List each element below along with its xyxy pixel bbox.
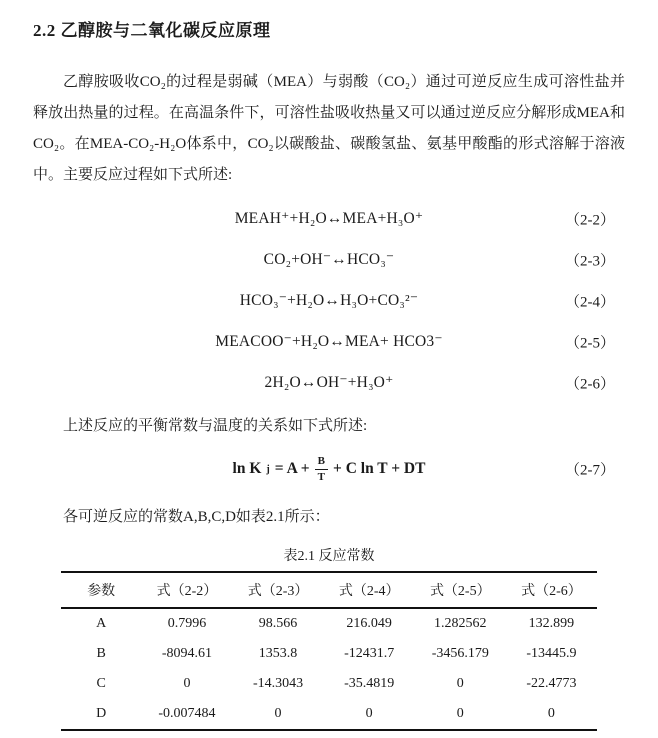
equation-number: （2-5） <box>565 335 615 351</box>
table-row-A <box>61 608 597 639</box>
table-cell: -35.4819 <box>344 676 395 691</box>
formula-tail: + C ln T + DT <box>332 460 426 477</box>
equation-expression: MEAH⁺+H₂O↔MEA+H₃O⁺ <box>234 210 424 227</box>
table-cell: 1.282562 <box>434 616 487 631</box>
intro-paragraph: 乙醇胺吸收CO₂的过程是弱碱（MEA）与弱酸（CO₂）通过可逆反应生成可溶性盐并释放出热量的过程。在高温条件下，可溶性盐吸收热量又可以通过逆反应分解形成MEA和CO₂。在MEA-CO₂-H₂O体系中，CO₂以碳酸盐、碳酸氢盐、氨基甲酸酯的形式溶解于溶液中。主要反应过程如下式所述: <box>33 74 625 183</box>
table-cell: A <box>96 616 107 631</box>
table-cell: -3456.179 <box>431 646 489 661</box>
table-cell: C <box>96 676 106 691</box>
formula-lead: ln K <box>232 460 262 477</box>
table-header-row <box>61 572 597 608</box>
table-cell: 0 <box>547 706 555 721</box>
table-cell: -8094.61 <box>161 646 213 661</box>
table-row-B <box>61 639 597 669</box>
table-cell: 216.049 <box>346 616 392 631</box>
constants-paragraph: 各可逆反应的常数A,B,C,D如表2.1所示： <box>63 509 330 525</box>
equation-row-2-6 <box>33 362 625 403</box>
fraction-numerator: B <box>315 455 328 469</box>
table-cell: 1353.8 <box>258 646 298 661</box>
equation-number: （2-7） <box>565 462 615 479</box>
equilibrium-paragraph: 上述反应的平衡常数与温度的关系如下式所述: <box>63 418 368 434</box>
table-cell: -12431.7 <box>344 646 395 661</box>
table-cell: 0 <box>183 676 191 691</box>
table-cell: -14.3043 <box>252 676 304 691</box>
equation-expression: HCO₃⁻+H₂O↔H₃O+CO₃²⁻ <box>239 292 419 309</box>
table-cell: D <box>96 706 107 721</box>
table-cell: 0 <box>456 676 464 691</box>
fraction-denominator: T <box>317 470 325 483</box>
formula-subscript: j <box>266 463 270 475</box>
formula-row-2-7 <box>33 444 625 494</box>
table-caption: 表2.1 反应常数 <box>283 549 375 564</box>
table-header-cell: 式（2-4） <box>338 584 400 599</box>
table-cell: -13445.9 <box>526 646 577 661</box>
table-cell: -0.007484 <box>158 706 216 721</box>
table-cell: 98.566 <box>258 616 298 631</box>
table-row-D <box>61 699 597 730</box>
equation-row-2-5 <box>33 321 625 362</box>
table-header-cell: 参数 <box>87 584 116 599</box>
reaction-constants-table <box>61 571 597 731</box>
table-cell: 0 <box>274 706 282 721</box>
equation-row-2-3 <box>33 239 625 280</box>
equation-expression: MEACOO⁻+H₂O↔MEA+ HCO3⁻ <box>215 333 443 350</box>
equation-number: （2-2） <box>565 212 615 228</box>
table-cell: -22.4773 <box>526 676 577 691</box>
equation-number: （2-3） <box>565 253 615 269</box>
table-header-cell: 式（2-3） <box>247 584 309 599</box>
table-cell: 0.7996 <box>167 616 207 631</box>
table-header-cell: 式（2-6） <box>521 584 582 599</box>
table-header-cell: 式（2-5） <box>429 584 491 599</box>
table-cell: 132.899 <box>528 616 575 631</box>
table-header-cell: 式（2-2） <box>156 584 218 599</box>
equation-row-2-2 <box>33 198 625 239</box>
table-cell: B <box>96 646 106 661</box>
table-row-C <box>61 669 597 699</box>
equilibrium-constant-formula <box>233 455 426 482</box>
formula-fraction <box>315 455 328 482</box>
section-heading: 2.2 乙醇胺与二氧化碳反应原理 <box>33 21 271 40</box>
equation-row-2-4 <box>33 280 625 321</box>
equation-number: （2-4） <box>565 294 615 310</box>
table-cell: 0 <box>365 706 373 721</box>
equation-expression: 2H₂O↔OH⁻+H₃O⁺ <box>264 374 394 391</box>
equation-block <box>33 198 625 403</box>
equation-expression: CO₂+OH⁻↔HCO₃⁻ <box>263 251 395 268</box>
formula-equals: = A + <box>274 460 310 477</box>
equation-number: （2-6） <box>565 376 615 392</box>
table-cell: 0 <box>456 706 464 721</box>
